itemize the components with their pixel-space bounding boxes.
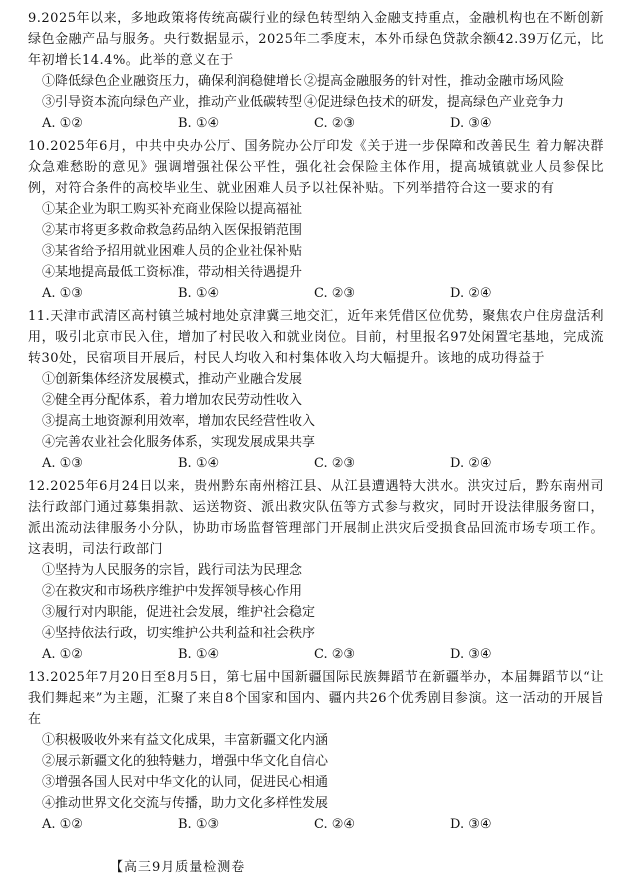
choice-b: B. ①④ (178, 647, 220, 662)
question-9 (28, 8, 604, 134)
choice-b: B. ①④ (178, 286, 220, 301)
option-2: ②展示新疆文化的独特魅力，增强中华文化自信心 (42, 754, 329, 769)
choice-a: A. ①② (42, 116, 83, 131)
question-number: 9. (28, 11, 42, 26)
option-3: ③提高土地资源利用效率，增加农民经营性收入 (42, 414, 316, 429)
question-number: 10. (28, 139, 51, 154)
option-1: ①某企业为职工购买补充商业保险以提高福祉 (42, 202, 303, 217)
choice-c: C. ②③ (314, 647, 356, 662)
question-stem (28, 306, 604, 369)
choice-a: A. ①③ (42, 456, 83, 471)
exam-page (28, 8, 604, 837)
choice-d: D. ②④ (450, 286, 492, 301)
answer-choices (28, 453, 604, 474)
question-stem (28, 136, 604, 199)
choice-c: C. ②③ (314, 286, 356, 301)
choice-c: C. ②③ (314, 116, 356, 131)
question-number: 11. (28, 309, 51, 324)
choice-a: A. ①② (42, 647, 83, 662)
option-3: ③引导资本流向绿色产业，推动产业低碳转型 (42, 95, 303, 110)
choice-d: D. ③④ (450, 116, 492, 131)
option-4: ④坚持依法行政，切实维护公共利益和社会秩序 (42, 626, 316, 641)
question-10 (28, 136, 604, 304)
option-2: ②某市将更多救命救急药品纳入医保报销范围 (42, 223, 303, 238)
choice-d: D. ②④ (450, 456, 492, 471)
option-4: ④完善农业社会化服务体系，实现发展成果共享 (42, 435, 316, 450)
stem-text: 2025年以来，多地政策将传统高碳行业的绿色转型纳入金融支持重点，金融机构也在不断创新绿色金融产品与服务。央行数据显示，2025年二季度末，本外币绿色贷款余额42.39万亿元，比年初增长14.4%。此举的意义在于 (28, 11, 604, 68)
option-2: ②提高金融服务的针对性，推动金融市场风险 (304, 74, 565, 89)
option-list (28, 730, 604, 814)
option-list (28, 199, 604, 283)
option-list (28, 369, 604, 453)
option-4: ④促进绿色技术的研发，提高绿色产业竞争力 (304, 95, 565, 110)
question-11 (28, 306, 604, 474)
question-stem (28, 476, 604, 560)
choice-a: A. ①③ (42, 286, 83, 301)
option-list (28, 560, 604, 644)
option-1: ①坚持为人民服务的宗旨，践行司法为民理念 (42, 563, 303, 578)
question-stem (28, 8, 604, 71)
answer-choices (28, 814, 604, 835)
option-3: ③增强各国人民对中华文化的认同，促进民心相通 (42, 775, 329, 790)
option-1: ①积极吸收外来有益文化成果，丰富新疆文化内涵 (42, 733, 329, 748)
stem-text: 2025年7月20日至8月5日，第七届中国新疆国际民族舞蹈节在新疆举办，本届舞蹈节以“让我们舞起来”为主题，汇聚了来自8个国家和国内、疆内共26个优秀剧目参演。这一活动的开展旨在 (28, 670, 604, 727)
choice-d: D. ③④ (450, 647, 492, 662)
choice-c: C. ②③ (314, 456, 356, 471)
question-13 (28, 667, 604, 835)
option-3: ③某省给予招用就业困难人员的企业社保补贴 (42, 244, 303, 259)
question-number: 13. (28, 670, 51, 685)
answer-choices (28, 644, 604, 665)
stem-text: 2025年6月24日以来，贵州黔东南州榕江县、从江县遭遇特大洪水。洪灾过后，黔东南州司法行政部门通过募集捐款、运送物资、派出救灾队伍等方式参与救灾，同时开设法律服务窗口，派出流动法律服务小分队，协助市场监督管理部门开展制止洪灾后受损食品回流市场专项工作。这表明，司法行政部门 (28, 479, 604, 557)
answer-choices (28, 283, 604, 304)
choice-b: B. ①③ (178, 817, 220, 832)
option-list (28, 71, 604, 113)
question-12 (28, 476, 604, 665)
stem-text: 2025年6月，中共中央办公厅、国务院办公厅印发《关于进一步保障和改善民生 着力解决群众急难愁盼的意见》强调增强社保公平性，强化社会保险主体作用，提高城镇就业人员参保比例，对符合条件的高校毕业生、就业困难人员予以社保补贴。下列举措符合这一要求的有 (28, 139, 604, 196)
page-footer: 【高三9月质量检测卷 (110, 860, 246, 875)
stem-text: 天津市武清区高村镇兰城村地处京津冀三地交汇，近年来凭借区位优势，聚焦农户住房盘活利用，吸引北京市民入住，增加了村民收入和就业岗位。目前，村里报名97处闲置宅基地，完成流转30处，民宿项目开展后，村民人均收入和村集体收入均大幅提升。该地的成功得益于 (28, 309, 604, 366)
option-2: ②在救灾和市场秩序维护中发挥领导核心作用 (42, 584, 303, 599)
option-1: ①创新集体经济发展模式，推动产业融合发展 (42, 372, 303, 387)
option-3: ③履行对内职能，促进社会发展，维护社会稳定 (42, 605, 316, 620)
question-number: 12. (28, 479, 51, 494)
choice-d: D. ③④ (450, 817, 492, 832)
question-stem (28, 667, 604, 730)
option-1: ①降低绿色企业融资压力，确保利润稳健增长 (42, 74, 303, 89)
choice-b: B. ①④ (178, 456, 220, 471)
option-2: ②健全再分配体系，着力增加农民劳动性收入 (42, 393, 303, 408)
choice-b: B. ①④ (178, 116, 220, 131)
choice-c: C. ②④ (314, 817, 356, 832)
answer-choices (28, 113, 604, 134)
option-4: ④某地提高最低工资标准，带动相关待遇提升 (42, 265, 303, 280)
option-4: ④推动世界文化交流与传播，助力文化多样性发展 (42, 796, 329, 811)
choice-a: A. ①② (42, 817, 83, 832)
